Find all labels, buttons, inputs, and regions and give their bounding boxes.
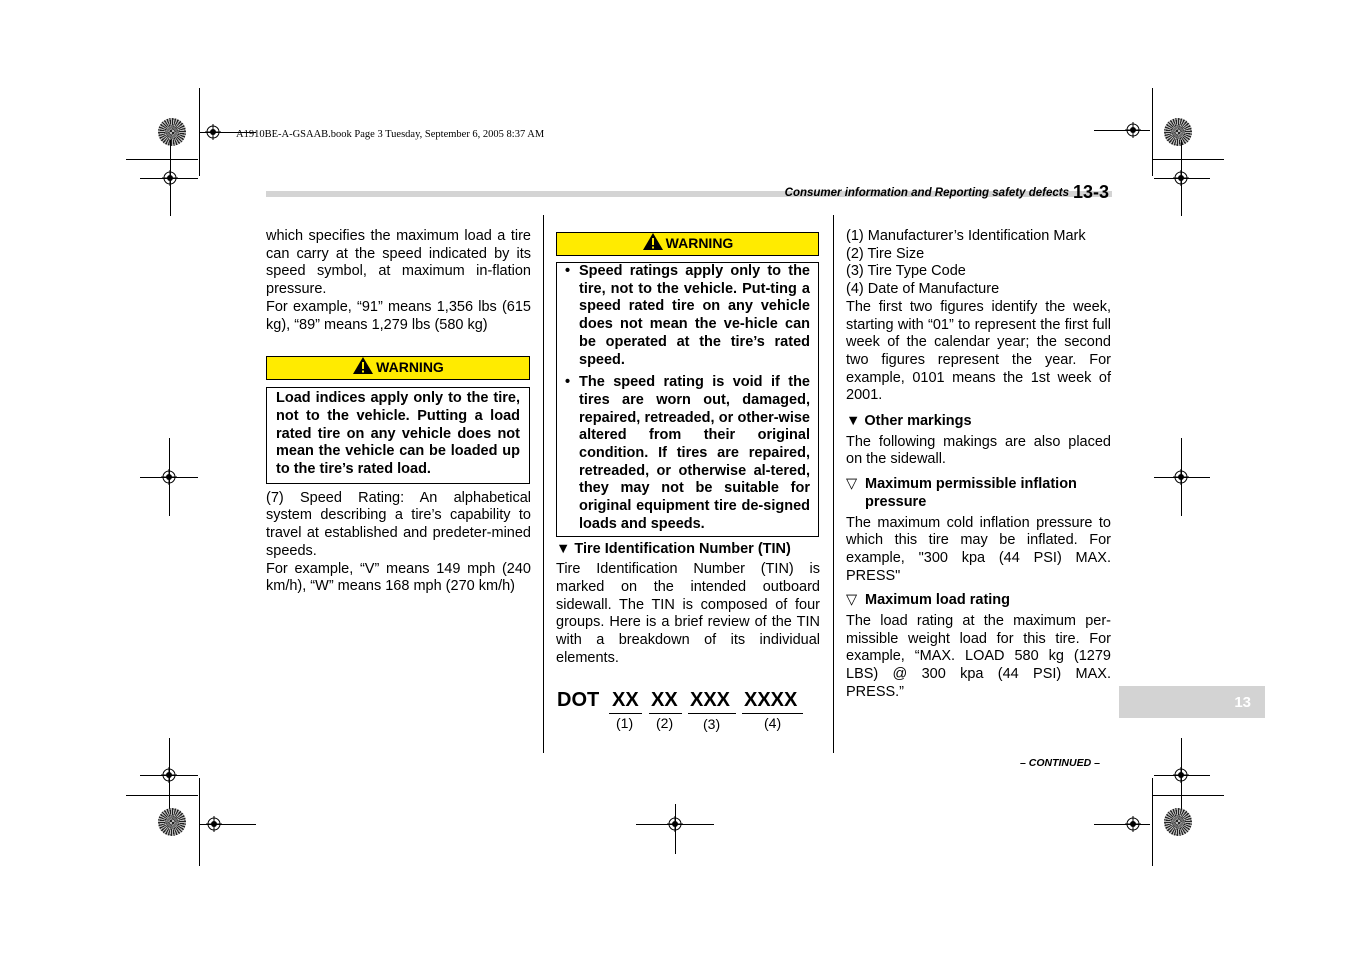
column-2 [556, 232, 820, 667]
warning-triangle-icon [352, 356, 374, 380]
crop-line [1152, 159, 1224, 160]
down-triangle-icon: ▼ [846, 413, 861, 430]
paragraph: The first two figures identify the week, starting with “01” to represent the first full week of the calendar year; the second two figures represent the year. For example, 0101 means the 1st week of 2001. [846, 298, 1111, 404]
warning-bullet [565, 374, 810, 533]
chapter-tab[interactable] [1119, 686, 1265, 718]
dot-label: (2) [656, 715, 674, 731]
crop-line [199, 778, 200, 866]
list-item: (4) Date of Manufacture [846, 281, 1000, 298]
crop-line [126, 159, 198, 160]
paragraph: The maximum cold inflation pressure to which this tire may be inflated. For example, "300 kpa (44 PSI) MAX. PRESS" [846, 514, 1111, 584]
dot-underline [649, 713, 682, 714]
column-3 [846, 228, 1111, 702]
list-item: (2) Tire Size [846, 245, 925, 262]
heading-text: Other markings [864, 413, 972, 430]
crop-line [1154, 775, 1210, 776]
bullet-marker: • [565, 374, 571, 391]
file-info: A1910BE-A-GSAAB.book Page 3 Tuesday, September 6, 2005 8:37 AM [236, 129, 545, 140]
column-divider [833, 215, 834, 753]
crop-line [1094, 824, 1150, 825]
warning-label: WARNING [665, 235, 734, 252]
crop-line [140, 775, 198, 776]
dot-label: (3) [703, 716, 721, 732]
heading-text: Tire Identification Number (TIN) [574, 540, 791, 557]
registration-disc-icon [1164, 118, 1192, 146]
hollow-triangle-icon: ▽ [846, 476, 858, 493]
list-item: (3) Tire Type Code [846, 263, 966, 280]
heading-text: Maximum load rating [865, 592, 1011, 609]
hollow-triangle-icon: ▽ [846, 592, 858, 609]
bullet-marker: • [565, 263, 571, 279]
down-triangle-icon: ▼ [556, 540, 571, 557]
warning-box [556, 262, 819, 537]
section-heading [556, 541, 820, 559]
warning-text: Load indices apply only to the tire, not to the vehicle. Putting a load rated tire on any vehicle does not mean the vehicle can be loaded up to the tire’s rated load. [276, 390, 520, 478]
crop-line [1154, 178, 1210, 179]
dot-diagram [557, 689, 817, 739]
crop-line [1094, 130, 1150, 131]
crop-line [636, 824, 714, 825]
chapter-tab-number: 13 [1234, 694, 1251, 711]
crop-line [140, 178, 198, 179]
dot-underline [609, 713, 642, 714]
paragraph: The following makings are also placed on the sidewall. [846, 433, 1111, 468]
crop-line [140, 477, 198, 478]
warning-bullet [565, 263, 810, 369]
subsection-heading [846, 592, 1111, 610]
bullet-text: Speed ratings apply only to the tire, not to the vehicle. Put-ting a speed rated tire on any vehicle does not mean the ve-hicle can be operated at the tire’s rated speed. [579, 263, 810, 368]
paragraph: (7) Speed Rating: An alphabetical system describing a tire’s capability to travel at established and predeter-mined speeds. [266, 489, 531, 559]
dot-group: XXXX [744, 689, 798, 711]
crop-line [1154, 477, 1210, 478]
dot-underline [742, 713, 803, 714]
registration-disc-icon [1164, 808, 1192, 836]
bullet-text: The speed rating is void if the tires are worn out, damaged, repaired, retreaded, or other-wise altered from their original condition. If tires are repaired, retreaded, or otherwise al-tered, they may not be suitable for original equipment tire de-signed loads and speeds. [579, 374, 810, 532]
continued-note: – CONTINUED – [1020, 757, 1100, 769]
section-title: Consumer information and Reporting safety defects [784, 187, 1069, 199]
warning-triangle-icon [642, 232, 664, 256]
warning-header [266, 356, 530, 380]
page-number: 13-3 [1073, 182, 1110, 202]
paragraph: which specifies the maximum load a tire can carry at the speed indicated by its speed symbol, at maximum in-flation pressure. [266, 228, 531, 298]
registration-disc-icon [158, 808, 186, 836]
dot-label: (1) [616, 715, 634, 731]
crop-line [126, 795, 198, 796]
list-item: (1) Manufacturer’s Identification Mark [846, 228, 1086, 244]
crop-line [1152, 795, 1224, 796]
dot-group: XXX [690, 689, 731, 711]
paragraph: For example, “V” means 149 mph (240 km/h), “W” means 168 mph (270 km/h) [266, 560, 531, 595]
section-heading [846, 413, 1111, 431]
dot-prefix: DOT [557, 689, 600, 711]
warning-header [556, 232, 819, 256]
subsection-heading [846, 476, 1111, 511]
warning-box [266, 387, 530, 484]
dot-underline [688, 713, 736, 714]
crop-line [1152, 778, 1153, 866]
dot-group: XX [651, 689, 678, 711]
paragraph: The load rating at the maximum per-missible weight load for this tire. For example, “MAX. LOAD 580 kg (1279 LBS) @ 300 kpa (44 PSI) MAX. PRESS.” [846, 613, 1111, 700]
warning-label: WARNING [376, 359, 444, 376]
crop-line [1152, 88, 1153, 176]
dot-label: (4) [764, 715, 782, 731]
paragraph: For example, “91” means 1,356 lbs (615 kg), “89” means 1,279 lbs (580 kg) [266, 298, 531, 333]
registration-disc-icon [158, 118, 186, 146]
column-divider [543, 215, 544, 753]
dot-group: XX [612, 689, 639, 711]
crop-line [200, 824, 256, 825]
heading-text: Maximum permissible inflation pressure [865, 476, 1077, 510]
column-1 [266, 228, 531, 596]
paragraph: Tire Identification Number (TIN) is marked on the intended outboard sidewall. The TIN is composed of four groups. Here is a brief review of the TIN with a breakdown of its individual elements. [556, 561, 820, 666]
